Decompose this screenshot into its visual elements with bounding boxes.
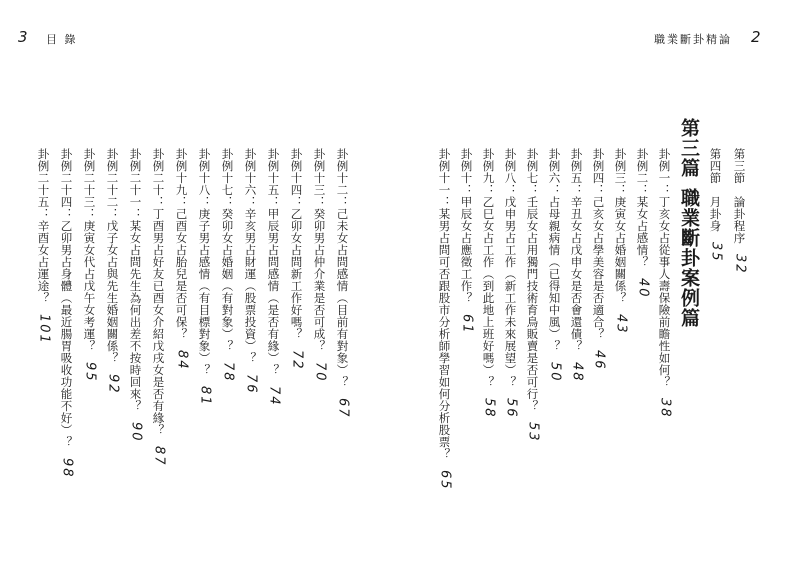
toc-item-page: 90: [128, 422, 144, 443]
toc-item[interactable]: [614, 148, 628, 335]
toc-item-page: 48: [569, 362, 585, 383]
toc-section-title: 第三節 論卦程序: [732, 148, 747, 244]
toc-item-page: 74: [266, 386, 282, 407]
toc-item[interactable]: [37, 148, 51, 345]
toc-item-page: 61: [459, 314, 475, 335]
toc-item[interactable]: [438, 148, 452, 491]
part-number: 第三篇: [678, 118, 700, 178]
toc-item-title: 卦例十三：癸卯男占仲介業是否可成？: [312, 148, 327, 352]
toc-item[interactable]: [60, 148, 74, 479]
toc-item-title: 卦例十五：甲辰男占問感情（是否有緣）？: [266, 148, 281, 376]
toc-section[interactable]: [733, 148, 747, 275]
toc-item-title: 卦例七：壬辰女占用獨門技術育鳥販賣是否可行？: [525, 148, 540, 412]
toc-item-title: 卦例六：占母親病情（已得知中風）？: [547, 148, 562, 352]
toc-item[interactable]: [106, 148, 120, 395]
toc-item-page: 46: [591, 350, 607, 371]
toc-section-page: 35: [708, 242, 724, 263]
toc-item-page: 81: [197, 386, 213, 407]
toc-item[interactable]: [548, 148, 562, 383]
toc-item[interactable]: [267, 148, 281, 407]
toc-item-title: 卦例二十：丁酉男占好友已酉女介紹戊戌女是否有緣？: [151, 148, 166, 436]
toc-section-title: 第四節 月卦身: [708, 148, 723, 232]
toc-item-page: 70: [312, 362, 328, 383]
left-page-header: 目 錄: [46, 33, 78, 46]
toc-item-title: 卦例一：丁亥女占從事人壽保險前瞻性如何？: [657, 148, 672, 388]
right-page-header: 職業斷卦精論: [654, 33, 732, 46]
toc-item[interactable]: [570, 148, 584, 383]
toc-item-title: 卦例十七：癸卯女占婚姻（有對象）？: [220, 148, 235, 352]
toc-item-title: 卦例二：某女占感情？: [635, 148, 650, 268]
toc-item-page: 38: [657, 398, 673, 419]
toc-item[interactable]: [198, 148, 212, 407]
toc-item[interactable]: [504, 148, 518, 419]
toc-item-title: 卦例二十二：戊子女占與先生婚姻關係？: [105, 148, 120, 364]
toc-item-page: 72: [289, 350, 305, 371]
left-page-number: 3: [18, 28, 28, 46]
toc-item[interactable]: [221, 148, 235, 383]
toc-item[interactable]: [482, 148, 496, 419]
toc-item-page: 65: [437, 470, 453, 491]
right-page-number: 2: [751, 28, 761, 46]
toc-item[interactable]: [244, 148, 258, 395]
toc-item[interactable]: [460, 148, 474, 335]
toc-item-title: 卦例四：己亥女占學美容是否適合？: [591, 148, 606, 340]
toc-section[interactable]: [709, 148, 723, 263]
toc-item-page: 40: [635, 278, 651, 299]
toc-item-page: 43: [613, 314, 629, 335]
toc-item-title: 卦例十六：辛亥男占財運（股票投資）？: [243, 148, 258, 364]
toc-item-page: 53: [525, 422, 541, 443]
toc-item-page: 67: [335, 398, 351, 419]
toc-item-title: 卦例九：乙巳女占工作（到此地上班好嗎）？: [481, 148, 496, 388]
toc-item[interactable]: [129, 148, 143, 443]
toc-item-page: 87: [151, 446, 167, 467]
part-title: [679, 118, 698, 328]
part-name: 職業斷卦案例篇: [678, 188, 700, 328]
toc-item[interactable]: [336, 148, 350, 419]
toc-item-title: 卦例十四：乙卯女占問新工作好嗎？: [289, 148, 304, 340]
toc-item-title: 卦例五：辛丑女占戊申女是否會還債？: [569, 148, 584, 352]
toc-item-page: 101: [36, 314, 52, 345]
toc-item-page: 58: [481, 398, 497, 419]
toc-item-page: 56: [503, 398, 519, 419]
toc-item-title: 卦例二十五：辛酉女占運途？: [36, 148, 51, 304]
toc-item[interactable]: [526, 148, 540, 443]
toc-item-title: 卦例十一：某男占問可否跟股市分析師學習如何分析股票？: [437, 148, 452, 460]
toc-item-title: 卦例三：庚寅女占婚姻關係？: [613, 148, 628, 304]
toc-item-page: 50: [547, 362, 563, 383]
toc-section-page: 32: [732, 254, 748, 275]
toc-item-title: 卦例十八：庚子男占感情（有目標對象）？: [197, 148, 212, 376]
toc-item-title: 卦例十：甲辰女占應徵工作？: [459, 148, 474, 304]
toc-item-title: 卦例二十三：庚寅女代占戊午女考運？: [82, 148, 97, 352]
toc-item[interactable]: [636, 148, 650, 299]
toc-item-title: 卦例八：戊申男占工作（新工作未來展望）？: [503, 148, 518, 388]
toc-item[interactable]: [658, 148, 672, 419]
toc-item-page: 92: [105, 374, 121, 395]
toc-item-title: 卦例十二：己未女占問感情（目前有對象）？: [335, 148, 350, 388]
toc-item[interactable]: [175, 148, 189, 371]
toc-item-title: 卦例十九：己酉女占胎兒是否可保？: [174, 148, 189, 340]
toc-item-page: 84: [174, 350, 190, 371]
toc-item-title: 卦例二十一：某女占問先生為何出差不按時回來？: [128, 148, 143, 412]
toc-item-page: 78: [220, 362, 236, 383]
toc-item[interactable]: [313, 148, 327, 383]
toc-item[interactable]: [592, 148, 606, 371]
toc-item[interactable]: [83, 148, 97, 383]
toc-item-title: 卦例二十四：乙卯男占身體（最近腸胃吸收功能不好）？: [59, 148, 74, 448]
toc-item[interactable]: [290, 148, 304, 371]
toc-item[interactable]: [152, 148, 166, 467]
toc-item-page: 76: [243, 374, 259, 395]
toc-item-page: 98: [59, 458, 75, 479]
toc-item-page: 95: [82, 362, 98, 383]
